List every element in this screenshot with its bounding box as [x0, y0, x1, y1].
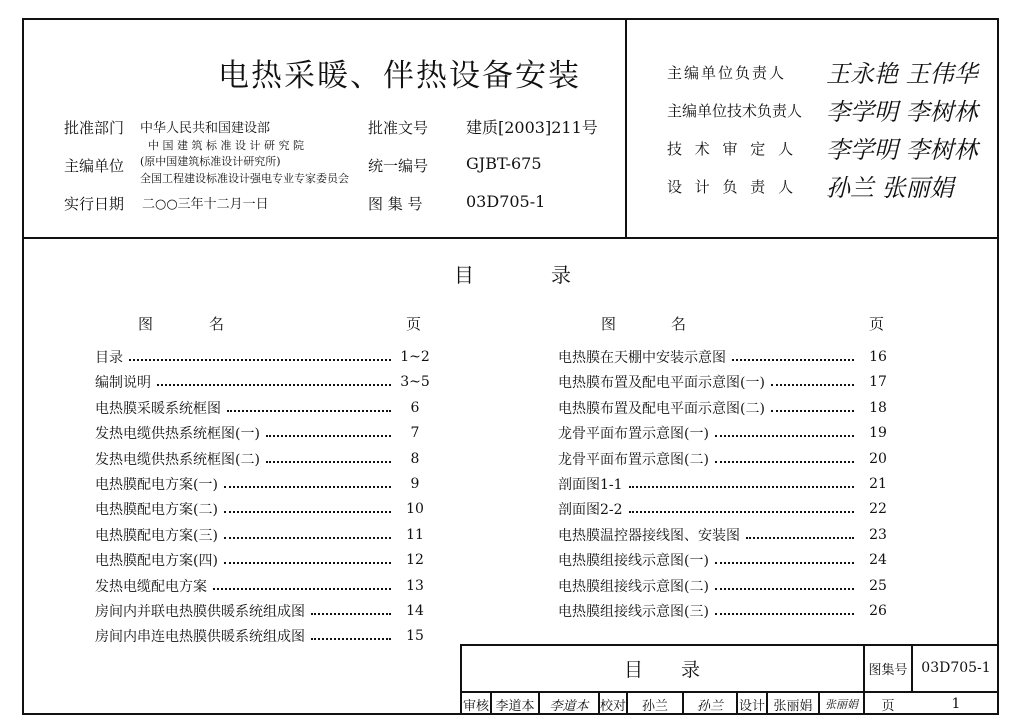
toc-row-title: 龙骨平面布置示意图(二)	[558, 451, 709, 468]
toc-row	[95, 500, 433, 518]
toc-row-page: 6	[410, 399, 420, 416]
leader-dots	[715, 562, 854, 564]
approval-no: 建质[2003]211号	[466, 118, 598, 137]
atlas-title: 电热采暖、伴热设备安装	[218, 58, 581, 94]
leader-dots	[311, 638, 391, 640]
toc-row-page: 25	[869, 577, 887, 594]
toc-row-title: 电热膜温控器接线图、安装图	[558, 527, 740, 544]
toc-row-page: 14	[406, 603, 424, 619]
check-label: 校对	[600, 698, 627, 714]
leader-dots	[157, 384, 391, 386]
toc-row	[95, 399, 433, 417]
leader-dots	[715, 461, 854, 463]
review-label: 审核	[462, 698, 489, 714]
toc-row-title: 电热膜采暖系统框图	[95, 400, 221, 417]
leader-dots	[266, 461, 391, 463]
toc-row-page: 26	[869, 603, 887, 619]
toc-row-page: 20	[869, 450, 887, 467]
responsible-signature-4: 孙兰 张丽娟	[826, 174, 954, 202]
title-block-atlas-label: 图集号	[868, 662, 908, 678]
toc-row	[95, 424, 433, 442]
impl-date-label: 实行日期	[64, 195, 125, 213]
leader-dots	[771, 410, 854, 412]
toc-row-title: 电热膜配电方案(四)	[95, 553, 218, 570]
design-label: 设计	[738, 698, 765, 714]
responsible-role-1: 主编单位负责人	[667, 64, 787, 82]
toc-row	[558, 526, 896, 544]
approval-no-label: 批准文号	[368, 119, 429, 137]
left-col-page: 页	[406, 315, 422, 333]
toc-row-title: 房间内串连电热膜供暖系统组成图	[95, 629, 305, 646]
leader-dots	[629, 486, 854, 488]
toc-row-page: 9	[410, 476, 420, 492]
toc-row-title: 电热膜布置及配电平面示意图(二)	[558, 400, 765, 417]
toc-row-title: 发热电缆供热系统框图(一)	[95, 426, 260, 443]
toc-row	[558, 551, 896, 569]
toc-row	[95, 475, 433, 493]
left-col-name-a: 图	[138, 315, 154, 333]
toc-row-title: 电热膜组接线示意图(三)	[558, 604, 709, 620]
toc-row-title: 剖面图2-2	[558, 502, 623, 519]
responsible-signature-3: 李学明 李树林	[826, 136, 978, 164]
designer-name: 张丽娟	[773, 698, 813, 714]
chief-unit-line-2: (原中国建筑标准设计研究所)	[140, 155, 281, 168]
toc-row-page: 3~5	[400, 374, 430, 391]
toc-title-right: 录	[551, 263, 571, 287]
left-col-name-b: 名	[209, 315, 225, 333]
toc-row	[558, 475, 896, 493]
leader-dots	[715, 613, 854, 615]
title-block	[460, 644, 999, 715]
leader-dots	[732, 359, 854, 361]
title-block-atlas-value: 03D705-1	[921, 660, 991, 676]
leader-dots	[224, 486, 391, 488]
toc-row-title: 编制说明	[95, 375, 151, 392]
header-divider	[625, 18, 627, 239]
page-label: 页	[881, 698, 895, 714]
right-col-page: 页	[869, 315, 885, 333]
toc-row-title: 龙骨平面布置示意图(一)	[558, 426, 709, 443]
page-value: 1	[951, 696, 961, 712]
toc-row	[558, 373, 896, 391]
toc-row-page: 16	[869, 349, 887, 365]
leader-dots	[227, 410, 391, 412]
toc-row-title: 房间内并联电热膜供暖系统组成图	[95, 604, 305, 620]
title-block-title: 目 录	[623, 658, 700, 681]
toc-row-title: 电热膜在天棚中安装示意图	[558, 350, 726, 366]
toc-row-page: 18	[869, 399, 887, 416]
toc-row-page: 24	[869, 552, 887, 569]
approval-dept: 中华人民共和国建设部	[140, 121, 271, 136]
toc-row-title: 电热膜配电方案(三)	[95, 527, 218, 544]
responsible-role-2: 主编单位技术负责人	[667, 102, 803, 120]
toc-row	[558, 577, 896, 595]
toc-row-title: 发热电缆供热系统框图(二)	[95, 451, 260, 468]
leader-dots	[213, 588, 391, 590]
leader-dots	[715, 435, 854, 437]
toc-row-page: 15	[406, 628, 424, 645]
toc-row	[558, 450, 896, 468]
toc-row	[558, 399, 896, 417]
toc-row-page: 21	[869, 476, 887, 492]
toc-row	[558, 424, 896, 442]
toc-row-page: 19	[869, 425, 887, 442]
toc-row	[558, 348, 896, 366]
atlas-no-label: 图 集 号	[368, 195, 423, 213]
leader-dots	[715, 588, 854, 590]
toc-row-page: 1~2	[400, 349, 430, 365]
toc-row	[95, 450, 433, 468]
toc-row-title: 电热膜组接线示意图(一)	[558, 553, 709, 570]
toc-row	[95, 627, 433, 645]
responsible-role-3: 技 术 审 定 人	[667, 140, 798, 158]
toc-row	[558, 500, 896, 518]
leader-dots	[224, 511, 391, 513]
toc-row-title: 电热膜布置及配电平面示意图(一)	[558, 375, 765, 392]
responsible-signature-1: 王永艳 王伟华	[826, 60, 978, 88]
leader-dots	[266, 435, 391, 437]
toc-row-page: 22	[869, 501, 887, 518]
unified-no: GJBT-675	[466, 154, 542, 173]
toc-row	[95, 348, 433, 366]
toc-row-page: 17	[869, 374, 887, 391]
approval-dept-label: 批准部门	[64, 119, 125, 137]
leader-dots	[629, 511, 854, 513]
checker-name: 孙兰	[641, 698, 668, 714]
reviewer-signature: 李道本	[549, 698, 589, 714]
toc-row	[95, 526, 433, 544]
toc-row-title: 电热膜配电方案(一)	[95, 477, 218, 493]
toc-row	[95, 373, 433, 391]
leader-dots	[311, 613, 391, 615]
leader-dots	[771, 384, 854, 386]
header-bottom-rule	[22, 237, 999, 239]
leader-dots	[746, 537, 854, 539]
impl-date: 二○○三年十二月一日	[142, 197, 269, 212]
chief-unit-line-3: 全国工程建设标准设计强电专业专家委员会	[140, 172, 349, 185]
checker-signature: 孙兰	[696, 698, 723, 714]
toc-row-title: 发热电缆配电方案	[95, 578, 207, 595]
toc-row-page: 23	[869, 526, 887, 543]
toc-row	[95, 551, 433, 569]
leader-dots	[224, 537, 391, 539]
toc-row	[95, 602, 433, 620]
toc-title-left: 目	[454, 263, 474, 287]
toc-row-page: 11	[406, 526, 424, 543]
right-col-name-b: 名	[671, 315, 687, 333]
toc-row-title: 目录	[95, 350, 123, 366]
toc-row-page: 13	[406, 577, 424, 594]
toc-row-title: 电热膜组接线示意图(二)	[558, 578, 709, 595]
atlas-no: 03D705-1	[466, 192, 546, 211]
toc-row-page: 12	[406, 552, 424, 569]
toc-row-title: 电热膜配电方案(二)	[95, 502, 218, 519]
leader-dots	[129, 359, 391, 361]
chief-unit-line-1: 中 国 建 筑 标 准 设 计 研 究 院	[148, 139, 304, 152]
designer-signature: 张丽娟	[825, 698, 858, 711]
toc-row	[95, 577, 433, 595]
unified-no-label: 统一编号	[368, 157, 429, 175]
right-col-name-a: 图	[601, 315, 617, 333]
toc-row	[558, 602, 896, 620]
leader-dots	[224, 562, 391, 564]
toc-row-page: 10	[406, 501, 424, 518]
responsible-signature-2: 李学明 李树林	[826, 98, 978, 126]
toc-row-page: 8	[410, 450, 420, 467]
chief-unit-label: 主编单位	[64, 157, 125, 175]
reviewer-name: 李道本	[495, 698, 535, 714]
toc-row-title: 剖面图1-1	[558, 477, 623, 493]
responsible-role-4: 设 计 负 责 人	[667, 178, 798, 196]
toc-row-page: 7	[410, 425, 420, 442]
